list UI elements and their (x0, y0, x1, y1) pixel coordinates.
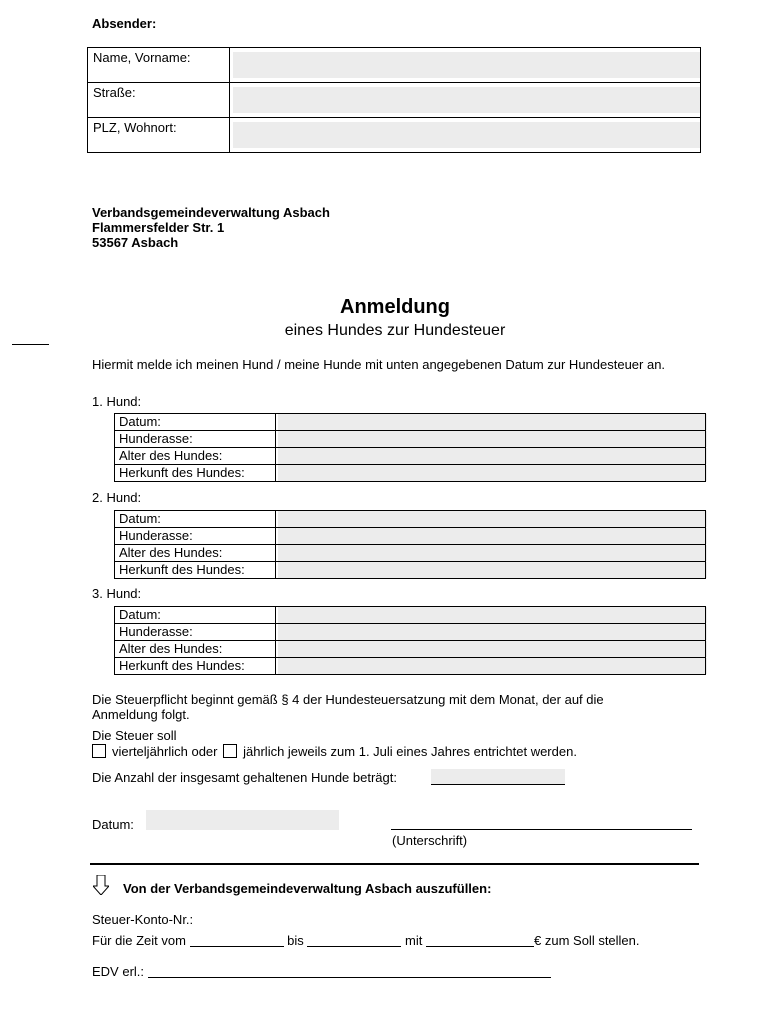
signature-line[interactable] (391, 829, 692, 830)
page-title: Anmeldung (340, 296, 450, 318)
sender-row-city (88, 118, 701, 153)
dog2-date-label: Datum: (115, 511, 276, 528)
dog3-date-input[interactable] (278, 607, 707, 623)
fold-mark (12, 344, 49, 345)
dog1-date-label: Datum: (115, 414, 276, 431)
dog1-origin-input[interactable] (278, 465, 707, 481)
period-bis: bis (287, 933, 304, 948)
period-line (92, 933, 640, 948)
period-prefix: Für die Zeit vom (92, 933, 186, 948)
yearly-label: jährlich jeweils zum 1. Juli eines Jahres entrichtet werden. (243, 744, 577, 759)
edv-label: EDV erl.: (92, 964, 145, 979)
sender-row-street (88, 83, 701, 118)
intro-text: Hiermit melde ich meinen Hund / meine Hunde mit unten angegebenen Datum zur Hundesteuer an. (92, 357, 666, 372)
dog3-date-label: Datum: (115, 607, 276, 624)
dog3-breed-input[interactable] (278, 624, 707, 640)
dog3-origin-input[interactable] (278, 658, 707, 674)
table-row (115, 448, 706, 465)
account-label: Steuer-Konto-Nr.: (92, 912, 194, 927)
recipient-line2: Flammersfelder Str. 1 (92, 220, 225, 235)
dog2-age-label: Alter des Hundes: (115, 545, 276, 562)
dog1-age-label: Alter des Hundes: (115, 448, 276, 465)
sender-city-label: PLZ, Wohnort: (88, 118, 230, 153)
table-row (115, 641, 706, 658)
period-from-field[interactable] (190, 934, 284, 947)
recipient-line3: 53567 Asbach (92, 235, 179, 250)
sender-heading: Absender: (92, 16, 157, 31)
table-row (115, 414, 706, 431)
table-row (115, 607, 706, 624)
quarterly-checkbox[interactable] (92, 744, 106, 758)
yearly-checkbox[interactable] (223, 744, 237, 758)
dog3-age-input[interactable] (278, 641, 707, 657)
table-row (115, 624, 706, 641)
sender-row-name (88, 48, 701, 83)
dog2-origin-label: Herkunft des Hundes: (115, 562, 276, 579)
dog1-breed-label: Hunderasse: (115, 431, 276, 448)
dog3-origin-label: Herkunft des Hundes: (115, 658, 276, 675)
table-row (115, 562, 706, 579)
date-label: Datum: (92, 817, 134, 832)
period-to-field[interactable] (307, 934, 401, 947)
dog3-breed-label: Hunderasse: (115, 624, 276, 641)
edv-line (92, 964, 551, 979)
edv-field[interactable] (148, 965, 551, 978)
dog3-heading: 3. Hund: (92, 586, 142, 601)
signature-label: (Unterschrift) (392, 833, 468, 848)
period-suffix: € zum Soll stellen. (534, 933, 640, 948)
table-row (115, 431, 706, 448)
table-row (115, 528, 706, 545)
dog2-breed-input[interactable] (278, 528, 707, 544)
date-input[interactable] (146, 810, 339, 830)
dog1-heading: 1. Hund: (92, 394, 142, 409)
payment-options (92, 744, 577, 759)
down-arrow-icon (93, 875, 109, 895)
sender-city-input[interactable] (233, 122, 701, 148)
office-heading: Von der Verbandsgemeindeverwaltung Asbach auszufüllen: (123, 881, 492, 896)
page-subtitle: eines Hundes zur Hundesteuer (284, 322, 506, 339)
dog1-table (114, 413, 706, 482)
period-mit: mit (405, 933, 423, 948)
table-row (115, 511, 706, 528)
recipient-address (92, 205, 330, 250)
dog2-heading: 2. Hund: (92, 490, 142, 505)
dog2-table (114, 510, 706, 579)
dog1-origin-label: Herkunft des Hundes: (115, 465, 276, 482)
recipient-line1: Verbandsgemeindeverwaltung Asbach (92, 205, 330, 220)
dog3-table (114, 606, 706, 675)
sender-name-input[interactable] (233, 52, 701, 78)
dog2-breed-label: Hunderasse: (115, 528, 276, 545)
table-row (115, 465, 706, 482)
table-row (115, 658, 706, 675)
dog2-date-input[interactable] (278, 511, 707, 527)
dog2-origin-input[interactable] (278, 562, 707, 578)
section-divider (90, 863, 699, 865)
dog1-breed-input[interactable] (278, 431, 707, 447)
dog-count-input[interactable] (431, 769, 565, 785)
dog2-age-input[interactable] (278, 545, 707, 561)
quarterly-label: vierteljährlich oder (112, 744, 218, 759)
amount-field[interactable] (426, 934, 534, 947)
dog3-age-label: Alter des Hundes: (115, 641, 276, 658)
tax-liability-text: Die Steuerpflicht beginnt gemäß § 4 der Hundesteuersatzung mit dem Monat, der auf die Anmeldung folgt. (92, 692, 604, 722)
table-row (115, 545, 706, 562)
dog1-date-input[interactable] (278, 414, 707, 430)
sender-street-label: Straße: (88, 83, 230, 118)
sender-street-input[interactable] (233, 87, 701, 113)
sender-table (87, 47, 701, 153)
sender-name-label: Name, Vorname: (88, 48, 230, 83)
tax-should-text: Die Steuer soll (92, 728, 177, 743)
dog-count-label: Die Anzahl der insgesamt gehaltenen Hunde beträgt: (92, 770, 397, 785)
dog1-age-input[interactable] (278, 448, 707, 464)
